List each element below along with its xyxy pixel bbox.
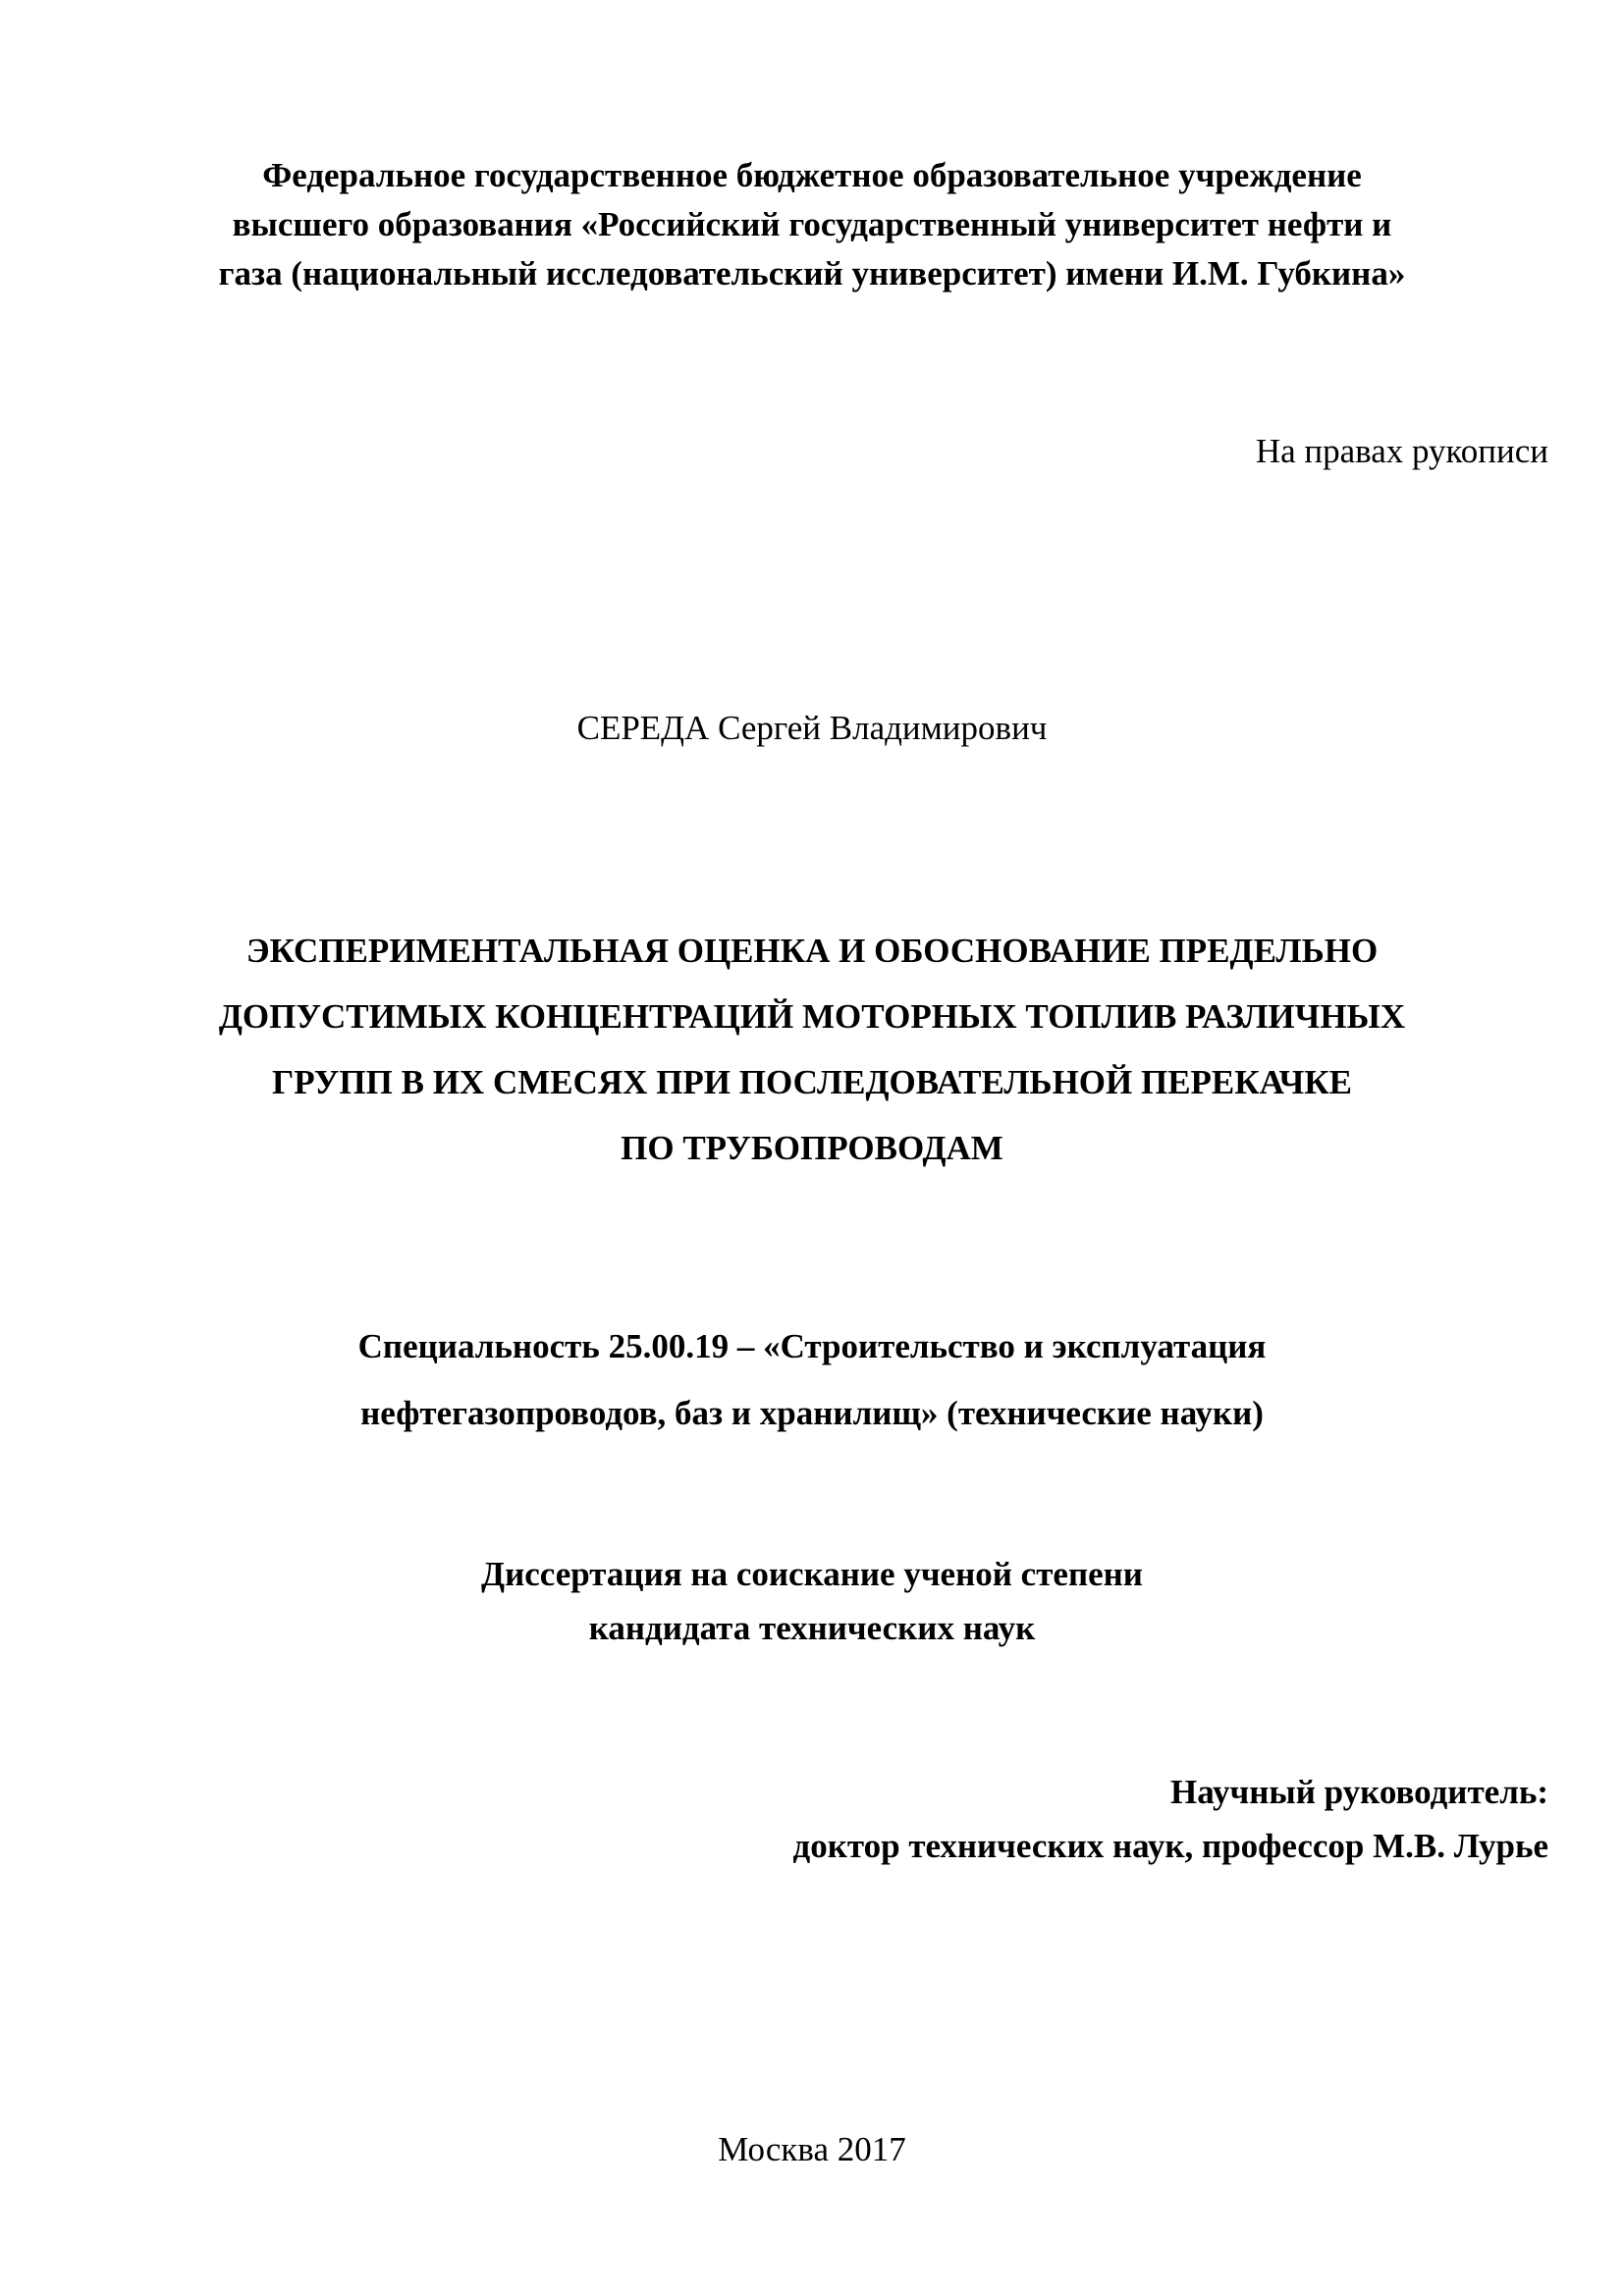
specialty-line-2: нефтегазопроводов, баз и хранилищ» (технические науки) — [360, 1394, 1264, 1432]
thesis-title-line-1: ЭКСПЕРИМЕНТАЛЬНАЯ ОЦЕНКА И ОБОСНОВАНИЕ ПРЕДЕЛЬНО — [245, 932, 1379, 970]
place-year: Москва 2017 — [718, 2130, 906, 2168]
degree-statement — [0, 1547, 1624, 1655]
supervisor-name: доктор технических наук, профессор М.В. Лурье — [792, 1827, 1548, 1865]
thesis-title-line-3: ГРУПП В ИХ СМЕСЯХ ПРИ ПОСЛЕДОВАТЕЛЬНОЙ ПЕРЕКАЧКЕ — [271, 1063, 1353, 1101]
specialty-line-1: Специальность 25.00.19 – «Строительство и эксплуатация — [357, 1327, 1267, 1365]
institution-line-3: газа (национальный исследовательский университет) имени И.М. Губкина» — [218, 254, 1406, 293]
specialty — [0, 1313, 1624, 1447]
degree-line-2: кандидата технических наук — [588, 1609, 1036, 1647]
institution-line-1: Федеральное государственное бюджетное образовательное учреждение — [262, 156, 1362, 194]
institution-line-2: высшего образования «Российский государственный университет нефти и — [232, 205, 1392, 243]
manuscript-note: На правах рукописи — [1255, 432, 1548, 470]
thesis-title — [0, 918, 1624, 1181]
thesis-title-line-4: ПО ТРУБОПРОВОДАМ — [621, 1129, 1003, 1167]
degree-line-1: Диссертация на соискание ученой степени — [481, 1555, 1143, 1593]
thesis-title-line-2: ДОПУСТИМЫХ КОНЦЕНТРАЦИЙ МОТОРНЫХ ТОПЛИВ РАЗЛИЧНЫХ — [218, 997, 1406, 1036]
institution-header — [0, 151, 1624, 298]
supervisor — [793, 1765, 1549, 1873]
supervisor-label: Научный руководитель: — [1170, 1773, 1548, 1811]
author-name: СЕРЕДА Сергей Владимирович — [576, 709, 1048, 747]
